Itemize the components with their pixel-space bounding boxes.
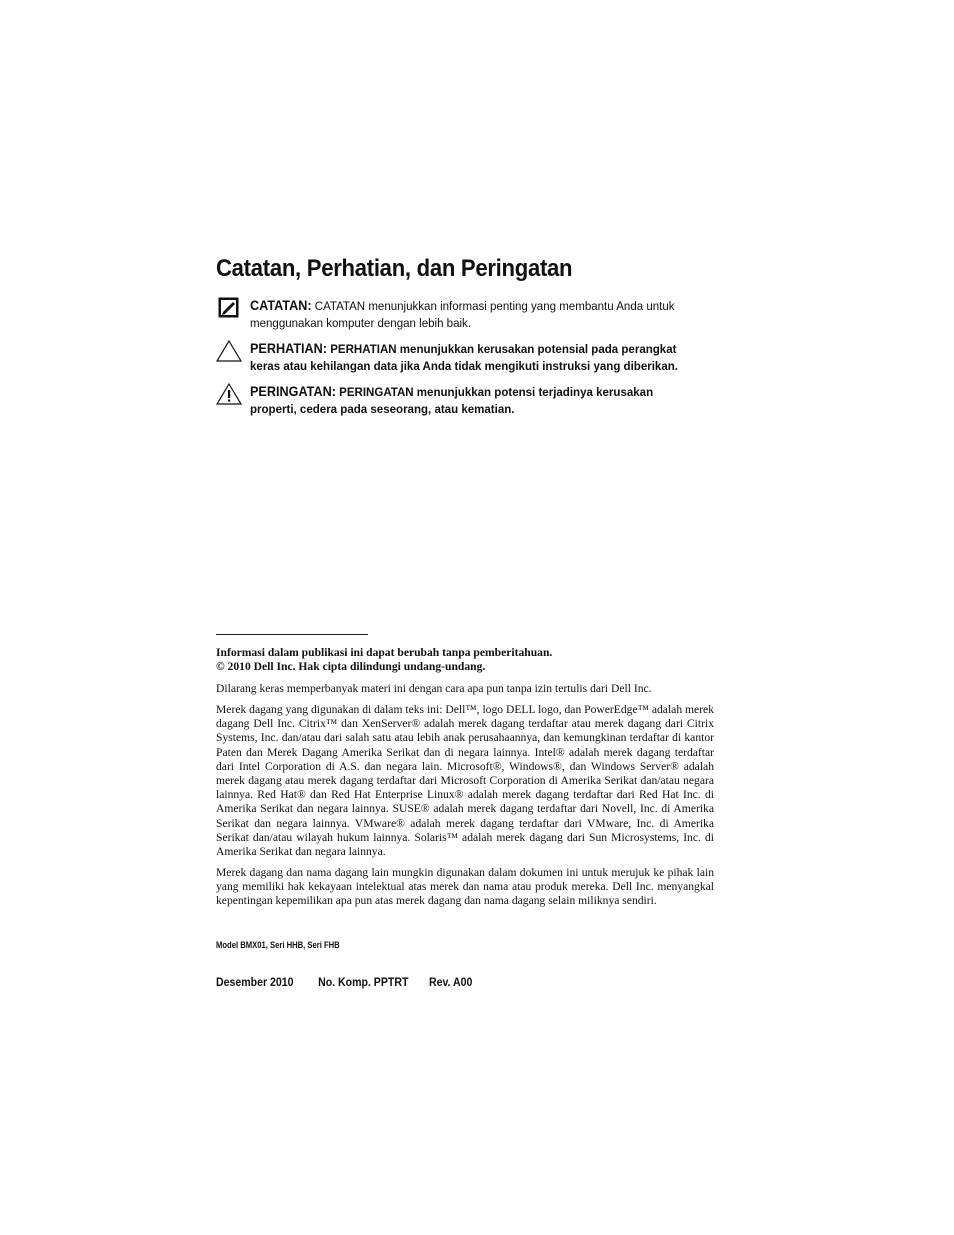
caution-notice xyxy=(216,340,716,376)
warning-text: PERINGATAN menunjukkan potensi terjadinya kerusakan properti, cedera pada seseorang, atau kematian. xyxy=(250,385,654,416)
page-title: Catatan, Perhatian, dan Peringatan xyxy=(216,255,573,282)
warning-exclamation-triangle-icon xyxy=(216,383,242,407)
warning-label: PERINGATAN: xyxy=(250,384,336,399)
note-text: CATATAN menunjukkan informasi penting yang membantu Anda untuk menggunakan komputer dengan lebih baik. xyxy=(250,299,675,330)
reproduction-notice xyxy=(216,682,714,696)
warning-notice xyxy=(216,383,716,419)
trademarks-text: Merek dagang yang digunakan di dalam teks ini: Dell™, logo DELL logo, dan PowerEdge™ adalah merek dagang Dell Inc. Citrix™ dan XenServer® adalah merek dagang terdaftar atau merek dagang dari Citrix Systems, Inc. dan/atau dari salah satu atau lebih anak perusahaannya, dan kemungkinan terdaftar di kantor Paten dan Merek Dagang Amerika Serikat dan di negara lainnya. Intel® adalah merek dagang terdaftar dari Intel Corporation di A.S. dan negara lain. Microsoft®, Windows®, dan Windows Server® adalah merek dagang atau merek dagang terdaftar dari Microsoft Corporation di Amerika Serikat dan/atau negara lainnya. Red Hat® dan Red Hat Enterprise Linux® adalah merek dagang terdaftar dari Red Hat Inc. di Amerika Serikat dan negara lainnya. SUSE® adalah merek dagang terdaftar dari Novell, Inc. di Amerika Serikat dan negara lainnya. VMware® adalah merek dagang terdaftar dari VMware, Inc. di Amerika Serikat dan/atau wilayah hukum lainnya. Solaris™ adalah merek dagang dari Sun Microsystems, Inc. di Amerika Serikat dan negara lainnya. xyxy=(216,703,714,859)
caution-text: PERHATIAN menunjukkan kerusakan potensial pada perangkat keras atau kehilangan data jika Anda tidak mengikuti instruksi yang diberikan. xyxy=(250,342,678,373)
caution-triangle-icon xyxy=(216,340,242,364)
note-notice xyxy=(216,297,716,333)
trademarks-block xyxy=(216,703,714,859)
footer-date: Desember 2010 xyxy=(216,975,294,989)
reproduction-text: Dilarang keras memperbanyak materi ini dengan cara apa pun tanpa izin tertulis dari Dell Inc. xyxy=(216,682,652,695)
footnote-divider xyxy=(216,634,368,635)
model-line: Model BMX01, Seri HHB, Seri FHB xyxy=(216,940,340,950)
footer-part-number: No. Komp. PPTRT xyxy=(318,975,409,989)
publication-info xyxy=(216,646,714,674)
other-marks-text: Merek dagang dan nama dagang lain mungkin digunakan dalam dokumen ini untuk merujuk ke pihak lain yang memiliki hak kekayaan intelektual atas merek dan nama atau produk mereka. Dell Inc. menyangkal kepentingan kepemilikan apa pun atas merek dagang dan nama dagang selain miliknya sendiri. xyxy=(216,866,714,908)
note-label: CATATAN: xyxy=(250,298,312,313)
pencil-note-icon xyxy=(216,297,242,321)
other-marks-block xyxy=(216,866,714,909)
caution-label: PERHATIAN: xyxy=(250,341,328,356)
footer-revision: Rev. A00 xyxy=(428,975,473,989)
info-change-notice: Informasi dalam publikasi ini dapat berubah tanpa pemberitahuan. xyxy=(216,646,553,659)
copyright-line: © 2010 Dell Inc. Hak cipta dilindungi undang-undang. xyxy=(216,660,486,674)
publication-footer xyxy=(216,975,472,989)
